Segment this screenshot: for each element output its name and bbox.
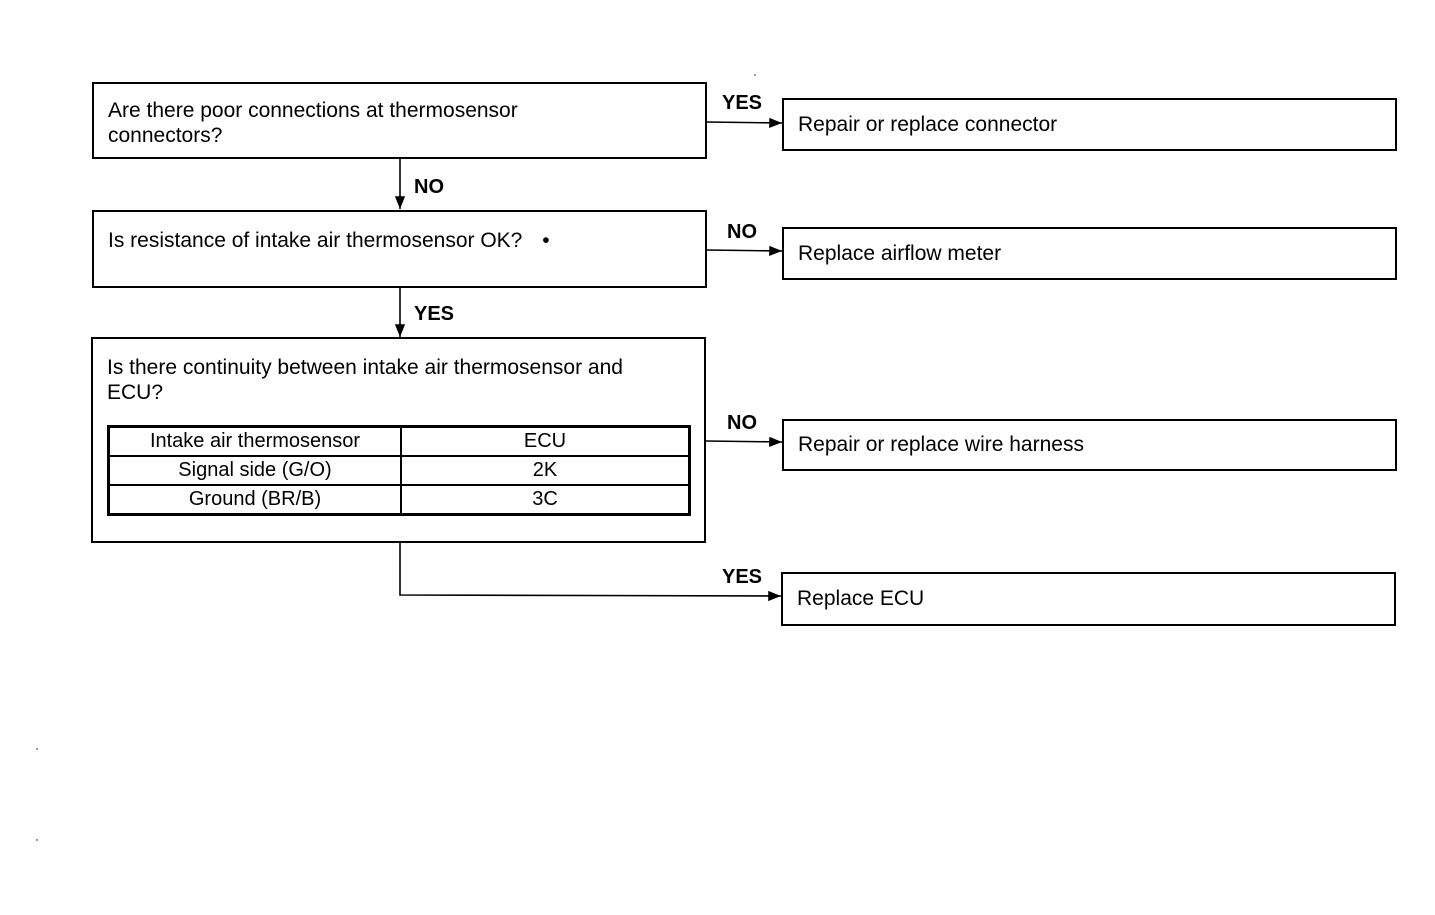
label-q2-yes: YES — [414, 303, 455, 325]
question-1-text: Are there poor connections at thermosensor connectors? — [108, 99, 518, 147]
answer-box-3 — [782, 419, 1397, 471]
arrow-q3-no — [706, 441, 782, 442]
question-box-3 — [91, 337, 706, 543]
arrow-q1-yes — [706, 122, 782, 123]
table-header-cell: Intake air thermosensor — [109, 427, 402, 457]
table-header-cell: ECU — [401, 427, 690, 457]
table-header-row — [109, 427, 690, 457]
speck — [36, 839, 37, 840]
question-2-mark: • — [542, 229, 550, 252]
label-q3-no: NO — [727, 412, 757, 434]
label-q2-no: NO — [727, 221, 757, 243]
answer-4-text: Replace ECU — [797, 587, 925, 610]
question-2-row — [108, 228, 691, 253]
label-q3-yes: YES — [722, 566, 763, 588]
table-cell: Signal side (G/O) — [109, 456, 402, 485]
table-cell: 3C — [401, 485, 690, 515]
question-2-text: Is resistance of intake air thermosensor OK? — [108, 229, 523, 252]
label-q1-no: NO — [414, 176, 444, 198]
answer-2-text: Replace airflow meter — [798, 241, 1002, 265]
answer-3-text: Repair or replace wire harness — [798, 433, 1084, 456]
label-q1-yes: YES — [722, 92, 763, 114]
question-box-1 — [92, 82, 707, 159]
speck — [754, 74, 755, 75]
answer-box-1 — [782, 98, 1397, 151]
answer-box-2 — [782, 227, 1397, 280]
question-3-text: Is there continuity between intake air thermosensor and ECU? — [107, 356, 623, 404]
table-row — [109, 456, 690, 485]
speck — [36, 748, 37, 749]
table-cell: Ground (BR/B) — [109, 485, 402, 515]
table-cell: 2K — [401, 456, 690, 485]
answer-box-4 — [781, 572, 1396, 626]
answer-1-text: Repair or replace connector — [798, 112, 1058, 136]
arrow-q2-no — [706, 250, 782, 251]
continuity-table — [107, 425, 691, 516]
question-box-2 — [92, 210, 707, 288]
table-row — [109, 485, 690, 515]
